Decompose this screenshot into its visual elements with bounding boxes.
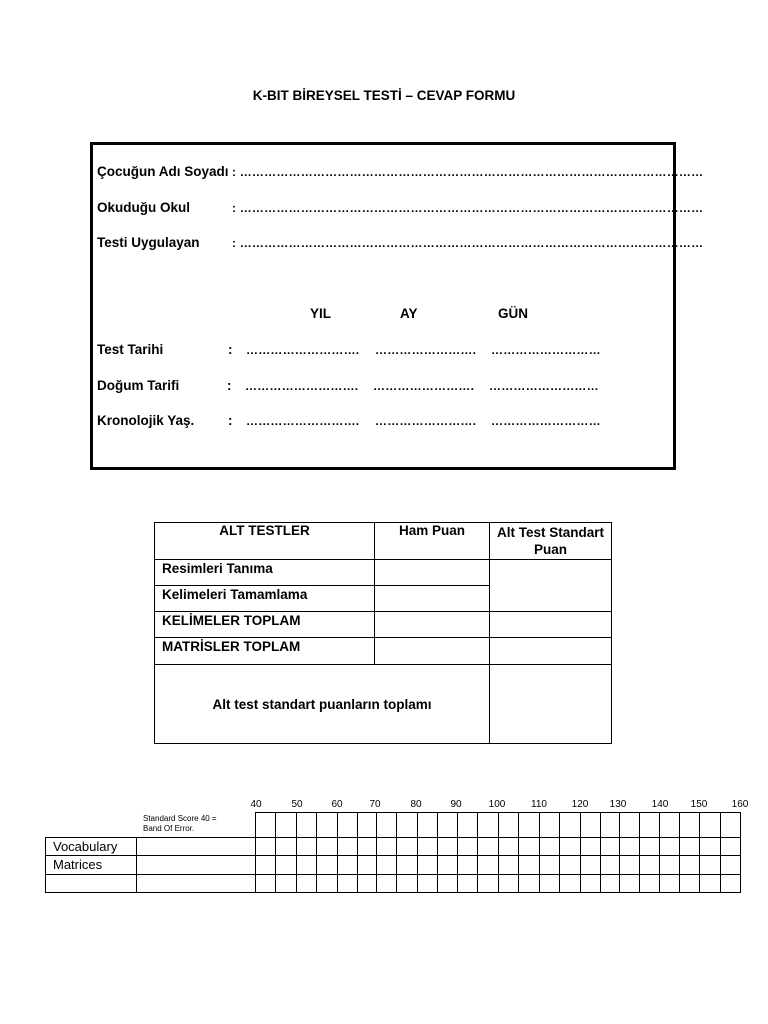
tick-label: 130 <box>609 799 627 810</box>
tick-label: 110 <box>531 799 547 810</box>
birth-date-year-field[interactable]: ………………………. <box>245 379 359 393</box>
year-header: YIL <box>310 306 332 321</box>
tick-label: 50 <box>291 799 303 810</box>
tick-label: 150 <box>690 799 708 810</box>
raw-score-cell[interactable] <box>375 560 490 586</box>
header-raw-score: Ham Puan <box>375 523 490 560</box>
day-header: GÜN <box>498 306 528 321</box>
band-note-line: Band Of Error. <box>143 824 195 833</box>
colon: : <box>227 378 232 393</box>
test-date-label: Test Tarihi <box>97 342 164 357</box>
tick-label: 90 <box>450 799 462 810</box>
band-note-line: Standard Score 40 = <box>143 814 217 823</box>
matrices-label: Matrices <box>53 857 103 872</box>
raw-score-cell[interactable] <box>375 612 490 638</box>
age-day-field[interactable]: ……………………… <box>491 414 601 428</box>
page-title: K-BIT BİREYSEL TESTİ – CEVAP FORMU <box>252 88 516 103</box>
tester-label: Testi Uygulayan <box>97 235 200 250</box>
header-standard-score: Alt Test Standart Puan <box>490 523 612 560</box>
age-month-field[interactable]: ……………………. <box>375 414 477 428</box>
vocabulary-label: Vocabulary <box>53 839 118 854</box>
tick-label: 160 <box>731 799 749 810</box>
raw-score-cell[interactable] <box>375 638 490 665</box>
birth-date-day-field[interactable]: ……………………… <box>489 379 599 393</box>
tick-label: 60 <box>331 799 343 810</box>
standard-score-cell[interactable] <box>490 560 612 612</box>
row-label: KELİMELER TOPLAM <box>155 612 375 638</box>
tick-label: 140 <box>651 799 669 810</box>
test-date-year-field[interactable]: ………………………. <box>246 343 360 357</box>
tick-label: 120 <box>571 799 589 810</box>
birth-date-month-field[interactable]: ……………………. <box>373 379 475 393</box>
subtest-table <box>154 522 612 744</box>
test-date-month-field[interactable]: ……………………. <box>375 343 477 357</box>
colon: : <box>228 342 233 357</box>
row-label: Kelimeleri Tamamlama <box>155 586 375 612</box>
standard-score-cell[interactable] <box>490 612 612 638</box>
standard-score-cell[interactable] <box>490 638 612 665</box>
birth-date-label: Doğum Tarifi <box>97 378 180 393</box>
school-label: Okuduğu Okul <box>97 200 190 215</box>
school-field[interactable]: : …………………………………………………………………………………………………… <box>232 201 704 215</box>
month-header: AY <box>400 306 418 321</box>
row-label: Resimleri Tanıma <box>155 560 375 586</box>
child-name-label: Çocuğun Adı Soyadı <box>97 164 229 179</box>
tester-field[interactable]: : …………………………………………………………………………………………………… <box>232 236 704 250</box>
age-year-field[interactable]: ………………………. <box>246 414 360 428</box>
row-label: MATRİSLER TOPLAM <box>155 638 375 665</box>
tick-label: 40 <box>250 799 262 810</box>
colon: : <box>228 413 233 428</box>
tick-label: 70 <box>369 799 381 810</box>
total-label: Alt test standart puanların toplamı <box>155 665 490 744</box>
raw-score-cell[interactable] <box>375 586 490 612</box>
child-name-field[interactable]: : …………………………………………………………………………………………………… <box>232 165 704 179</box>
tick-label: 100 <box>488 799 506 810</box>
age-label: Kronolojik Yaş. <box>97 413 195 428</box>
tick-label: 80 <box>410 799 422 810</box>
test-date-day-field[interactable]: ……………………… <box>491 343 601 357</box>
score-grid[interactable] <box>45 812 743 894</box>
total-score-cell[interactable] <box>490 665 612 744</box>
header-subtests: ALT TESTLER <box>155 523 375 560</box>
